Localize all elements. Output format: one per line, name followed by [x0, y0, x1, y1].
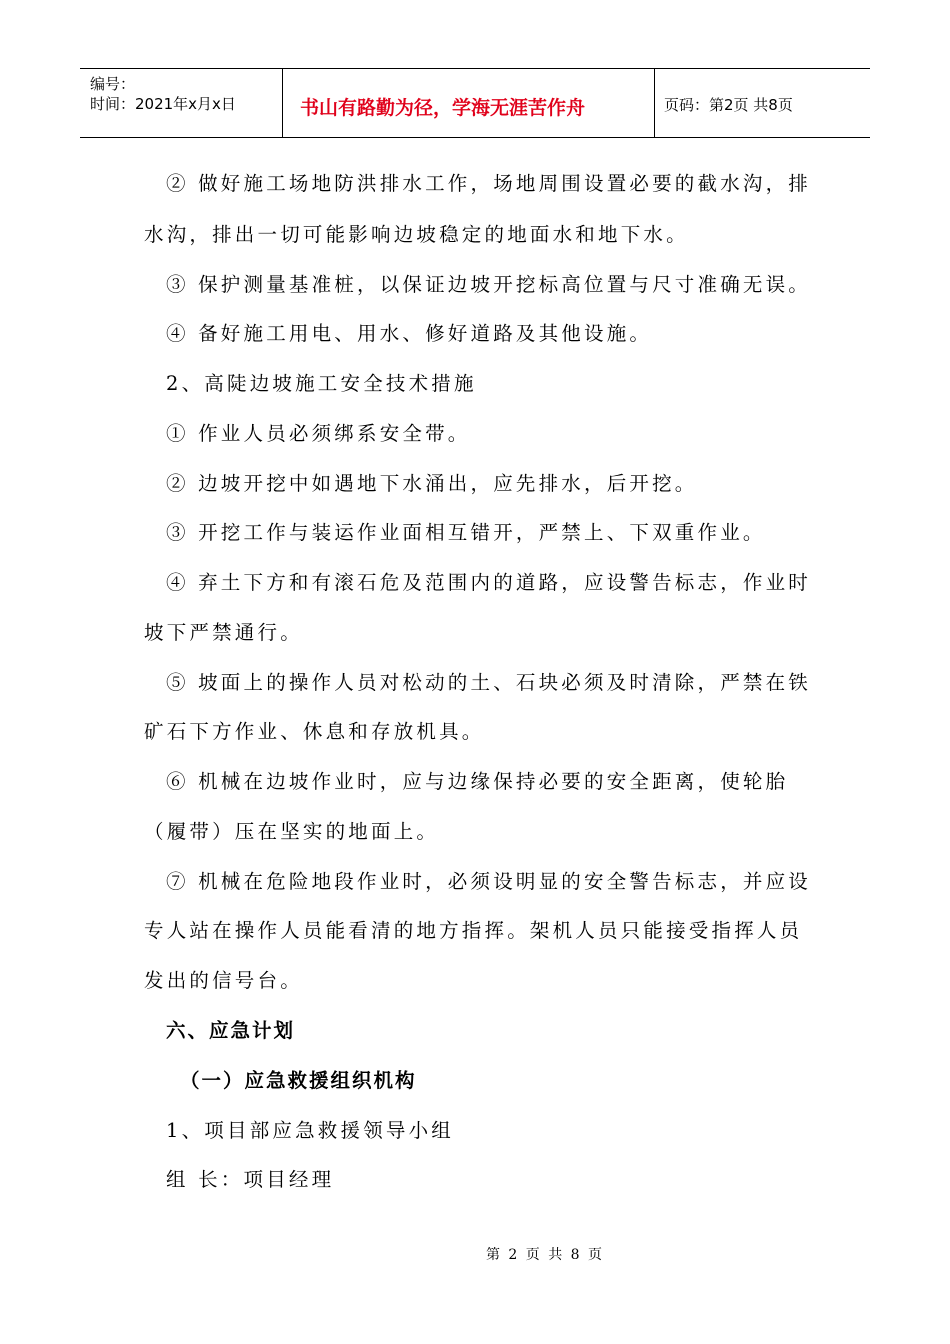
paragraph-line: ④ 弃土下方和有滚石危及范围内的道路，应设警告标志，作业时: [166, 571, 811, 594]
header-meta-cell: [80, 69, 283, 137]
paragraph-line: ⑥ 机械在边坡作业时，应与边缘保持必要的安全距离，使轮胎: [166, 770, 789, 793]
paragraph-line: 组 长：项目经理: [166, 1168, 335, 1191]
page-footer: [0, 1244, 950, 1264]
paragraph-line: （履带）压在坚实的地面上。: [144, 820, 440, 843]
header-motto: 书山有路勤为径，学海无涯苦作舟: [300, 97, 586, 119]
doc-code-label: 编号：: [90, 75, 136, 93]
header-page-info: 页码：第2页 共8页: [664, 96, 793, 114]
paragraph-line: ③ 开挖工作与装运作业面相互错开，严禁上、下双重作业。: [166, 521, 766, 544]
section-heading: 2、高陡边坡施工安全技术措施: [166, 372, 477, 395]
paragraph-line: ② 做好施工场地防洪排水工作，场地周围设置必要的截水沟，排: [166, 172, 811, 195]
paragraph-line: ④ 备好施工用电、用水、修好道路及其他设施。: [166, 322, 653, 345]
paragraph-line: 发出的信号台。: [144, 969, 303, 992]
chapter-heading: 六、应急计划: [166, 1019, 296, 1042]
paragraph-line: ② 边坡开挖中如遇地下水涌出，应先排水，后开挖。: [166, 472, 698, 495]
doc-time-label: 时间：2021年x月x日: [90, 95, 236, 113]
paragraph-line: 坡下严禁通行。: [144, 621, 303, 644]
paragraph-line: 水沟，排出一切可能影响边坡稳定的地面水和地下水。: [144, 223, 689, 246]
paragraph-line: ⑤ 坡面上的操作人员对松动的土、石块必须及时清除，严禁在铁: [166, 671, 811, 694]
paragraph-line: ① 作业人员必须绑系安全带。: [166, 422, 471, 445]
paragraph-line: 1、项目部应急救援领导小组: [166, 1119, 455, 1142]
page-header: [80, 68, 870, 138]
paragraph-line: 专人站在操作人员能看清的地方指挥。架机人员只能接受指挥人员: [144, 919, 803, 942]
footer-page-number: 第 2 页 共 8 页: [485, 1247, 605, 1263]
paragraph-line: ⑦ 机械在危险地段作业时，必须设明显的安全警告标志，并应设: [166, 870, 811, 893]
paragraph-line: 矿石下方作业、休息和存放机具。: [144, 720, 485, 743]
header-page-cell: [654, 69, 870, 137]
header-motto-cell: [282, 69, 655, 137]
paragraph-line: ③ 保护测量基准桩，以保证边坡开挖标高位置与尺寸准确无误。: [166, 273, 811, 296]
subsection-heading: （一）应急救援组织机构: [180, 1069, 417, 1092]
